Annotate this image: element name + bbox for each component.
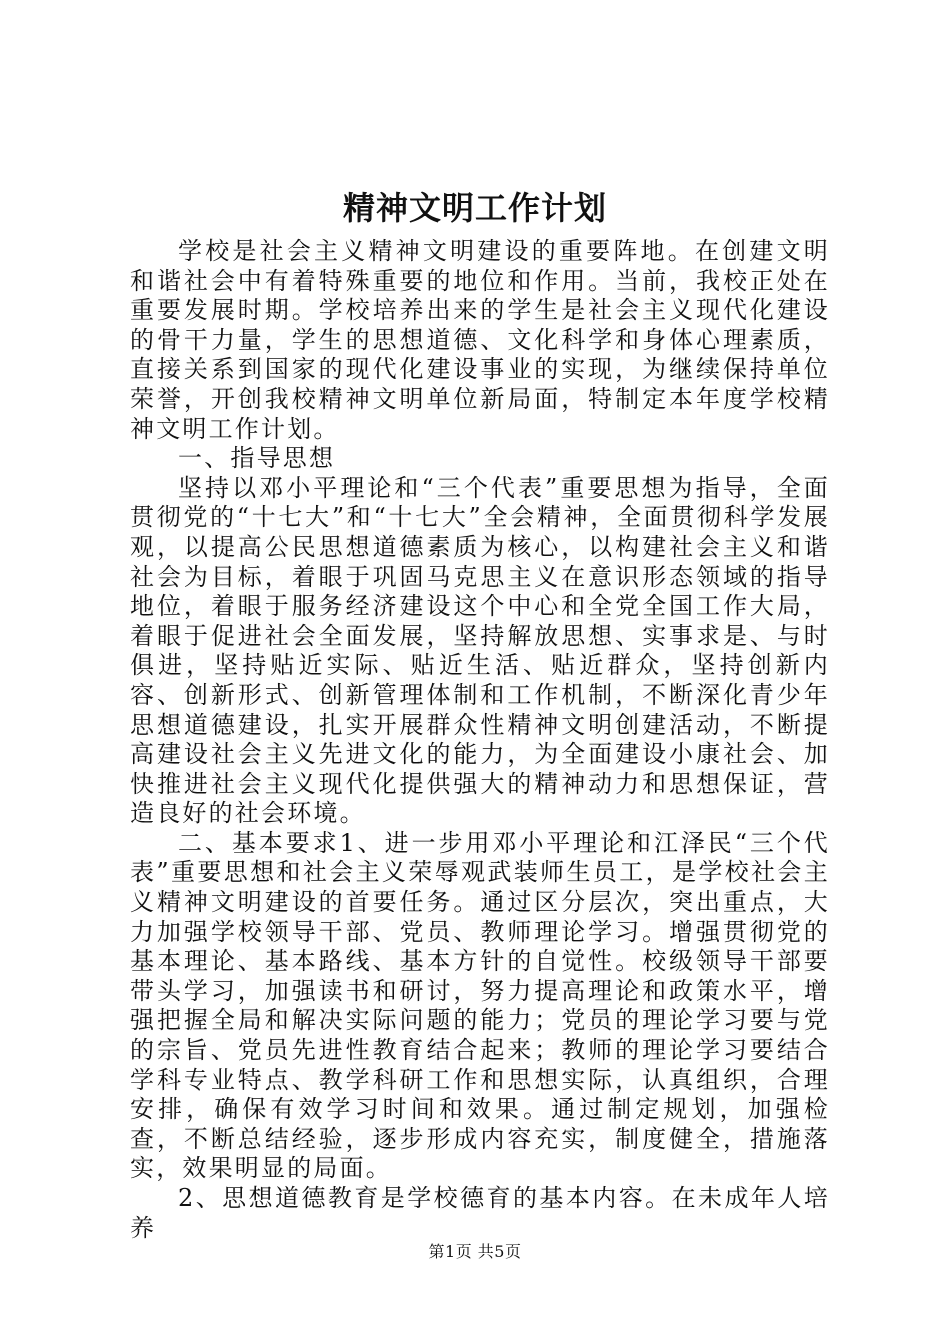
paragraph-moral-education: 2、思想道德教育是学校德育的基本内容。在未成年人培养 [130,1184,830,1242]
document-title: 精神文明工作计划 [342,189,607,227]
paragraph-intro: 学校是社会主义精神文明建设的重要阵地。在创建文明和谐社会中有着特殊重要的地位和作用。当前，我校正处在重要发展时期。学校培养出来的学生是社会主义现代化建设的骨干力量，学生的思想道德、文化科学和身体心理素质，直接关系到国家的现代化建设事业的实现，为继续保持单位荣誉，开创我校精神文明单位新局面，特制定本年度学校精神文明工作计划。 [130,237,830,443]
page-number-footer: 第1页 共5页 [428,1242,522,1261]
document-body [130,237,830,1243]
paragraph-guiding-thought: 坚持以邓小平理论和“三个代表”重要思想为指导，全面贯彻党的“十七大”和“十七大”全会精神，全面贯彻科学发展观，以提高公民思想道德素质为核心，以构建社会主义和谐社会为目标，着眼于巩固马克思主义在意识形态领域的指导地位，着眼于服务经济建设这个中心和全党全国工作大局，着眼于促进社会全面发展，坚持解放思想、实事求是、与时俱进，坚持贴近实际、贴近生活、贴近群众，坚持创新内容、创新形式、创新管理体制和工作机制，不断深化青少年思想道德建设，扎实开展群众性精神文明创建活动，不断提高建设社会主义先进文化的能力，为全面建设小康社会、加快推进社会主义现代化提供强大的精神动力和思想保证，营造良好的社会环境。 [130,473,830,828]
section-heading-guiding-thought: 一、指导思想 [178,444,336,473]
paragraph-basic-requirements: 二、基本要求1、进一步用邓小平理论和江泽民“三个代表”重要思想和社会主义荣辱观武装师生员工，是学校社会主义精神文明建设的首要任务。通过区分层次，突出重点，大力加强学校领导干部、党员、教师理论学习。增强贯彻党的基本理论、基本路线、基本方针的自觉性。校级领导干部要带头学习，加强读书和研讨，努力提高理论和政策水平，增强把握全局和解决实际问题的能力；党员的理论学习要与党的宗旨、党员先进性教育结合起来；教师的理论学习要结合学科专业特点、教学科研工作和思想实际，认真组织，合理安排，确保有效学习时间和效果。通过制定规划，加强检查，不断总结经验，逐步形成内容充实，制度健全，措施落实，效果明显的局面。 [130,828,830,1183]
